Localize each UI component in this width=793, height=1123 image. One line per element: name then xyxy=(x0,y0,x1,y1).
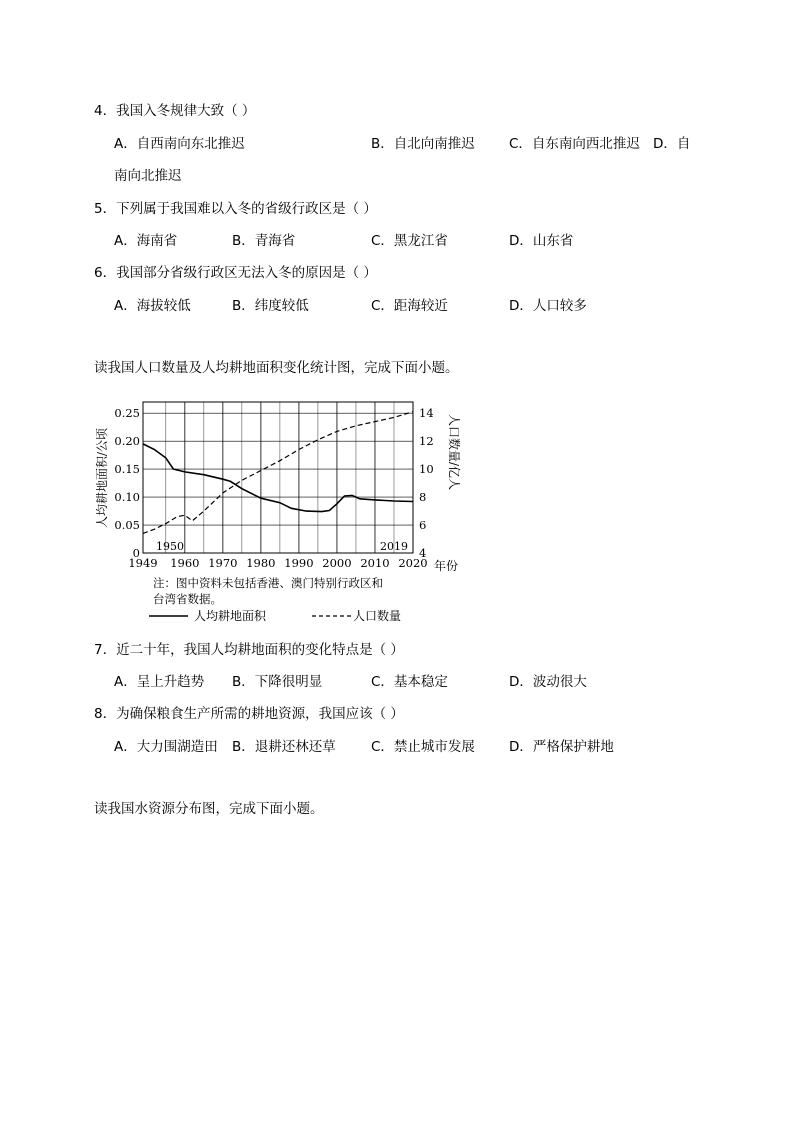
series-line-farmland xyxy=(143,444,413,512)
legend-population: 人口数量 xyxy=(353,609,402,623)
q8-option-d: D．严格保护耕地 xyxy=(509,739,614,755)
q5-option-b: B．青海省 xyxy=(232,233,296,249)
q4-option-d-continuation: 南向北推迟 xyxy=(114,168,182,184)
q7-option-b: B．下降很明显 xyxy=(232,674,323,690)
chart-lines xyxy=(143,412,413,534)
q7-option-c: C．基本稳定 xyxy=(371,674,448,690)
x-tick-1970: 1970 xyxy=(208,556,238,570)
q6-option-a: A．海拔较低 xyxy=(114,298,191,314)
chart-grid xyxy=(143,402,413,553)
y-left-tick-0.10: 0.10 xyxy=(114,490,140,505)
q5-option-c: C．黑龙江省 xyxy=(371,233,448,249)
q4-option-d: D．自 xyxy=(653,136,691,152)
y-left-tick-0.25: 0.25 xyxy=(114,406,140,421)
question-6-stem: 6．我国部分省级行政区无法入冬的原因是（ ） xyxy=(94,265,377,281)
x-axis-label: 年份 xyxy=(434,559,459,573)
q7-option-a: A．呈上升趋势 xyxy=(114,674,205,690)
population-farmland-chart xyxy=(0,390,793,630)
plot-frame xyxy=(143,402,413,553)
y-left-tick-0.15: 0.15 xyxy=(114,462,140,477)
y-right-tick-4: 4 xyxy=(419,546,427,560)
x-tick-2020: 2020 xyxy=(398,556,428,570)
q8-option-c: C．禁止城市发展 xyxy=(371,739,475,755)
x-tick-2000: 2000 xyxy=(322,556,352,570)
chart-intro: 读我国人口数量及人均耕地面积变化统计图，完成下面小题。 xyxy=(94,360,459,376)
x-tick-2010: 2010 xyxy=(360,556,390,570)
x-tick-1980: 1980 xyxy=(246,556,276,570)
x-tick-1949: 1949 xyxy=(128,556,158,570)
inner-label-1950: 1950 xyxy=(156,540,184,553)
question-8-stem: 8．为确保粮食生产所需的耕地资源，我国应该（ ） xyxy=(94,706,404,722)
q7-option-d: D．波动很大 xyxy=(509,674,587,690)
question-7-stem: 7．近二十年，我国人均耕地面积的变化特点是（ ） xyxy=(94,642,404,658)
q4-option-b: B．自北向南推迟 xyxy=(371,136,475,152)
q5-option-d: D．山东省 xyxy=(509,233,574,249)
chart-note-line1: 注：图中资料未包括香港、澳门特别行政区和 xyxy=(153,576,383,590)
y-right-tick-8: 8 xyxy=(419,490,427,505)
y-left-axis-label: 人均耕地面积/公顷 xyxy=(95,427,109,529)
chart-note-line2: 台湾省数据。 xyxy=(153,592,222,606)
map-intro: 读我国水资源分布图，完成下面小题。 xyxy=(94,801,324,817)
question-5-stem: 5．下列属于我国难以入冬的省级行政区是（ ） xyxy=(94,201,377,217)
q4-option-c: C．自东南向西北推迟 xyxy=(509,136,640,152)
x-tick-1990: 1990 xyxy=(284,556,314,570)
q8-option-b: B．退耕还林还草 xyxy=(232,739,336,755)
y-left-tick-0.05: 0.05 xyxy=(114,518,140,533)
x-tick-1960: 1960 xyxy=(170,556,200,570)
y-right-tick-6: 6 xyxy=(419,518,427,533)
y-left-tick-0: 0 xyxy=(132,546,140,560)
q6-option-c: C．距海较近 xyxy=(371,298,448,314)
q6-option-d: D．人口较多 xyxy=(509,298,587,314)
q8-option-a: A．大力围湖造田 xyxy=(114,739,218,755)
legend-farmland: 人均耕地面积 xyxy=(194,609,267,623)
q4-option-a: A．自西南向东北推迟 xyxy=(114,136,245,152)
y-left-tick-0.20: 0.20 xyxy=(114,434,140,449)
y-right-tick-12: 12 xyxy=(419,434,434,449)
q5-option-a: A．海南省 xyxy=(114,233,178,249)
y-right-tick-14: 14 xyxy=(419,406,434,421)
y-right-tick-10: 10 xyxy=(419,462,434,477)
inner-label-2019: 2019 xyxy=(380,540,408,553)
y-right-axis-label: 人口数量/亿人 xyxy=(447,413,461,491)
series-line-population xyxy=(143,412,413,534)
question-4-stem: 4．我国入冬规律大致（ ） xyxy=(94,103,256,119)
q6-option-b: B．纬度较低 xyxy=(232,298,309,314)
